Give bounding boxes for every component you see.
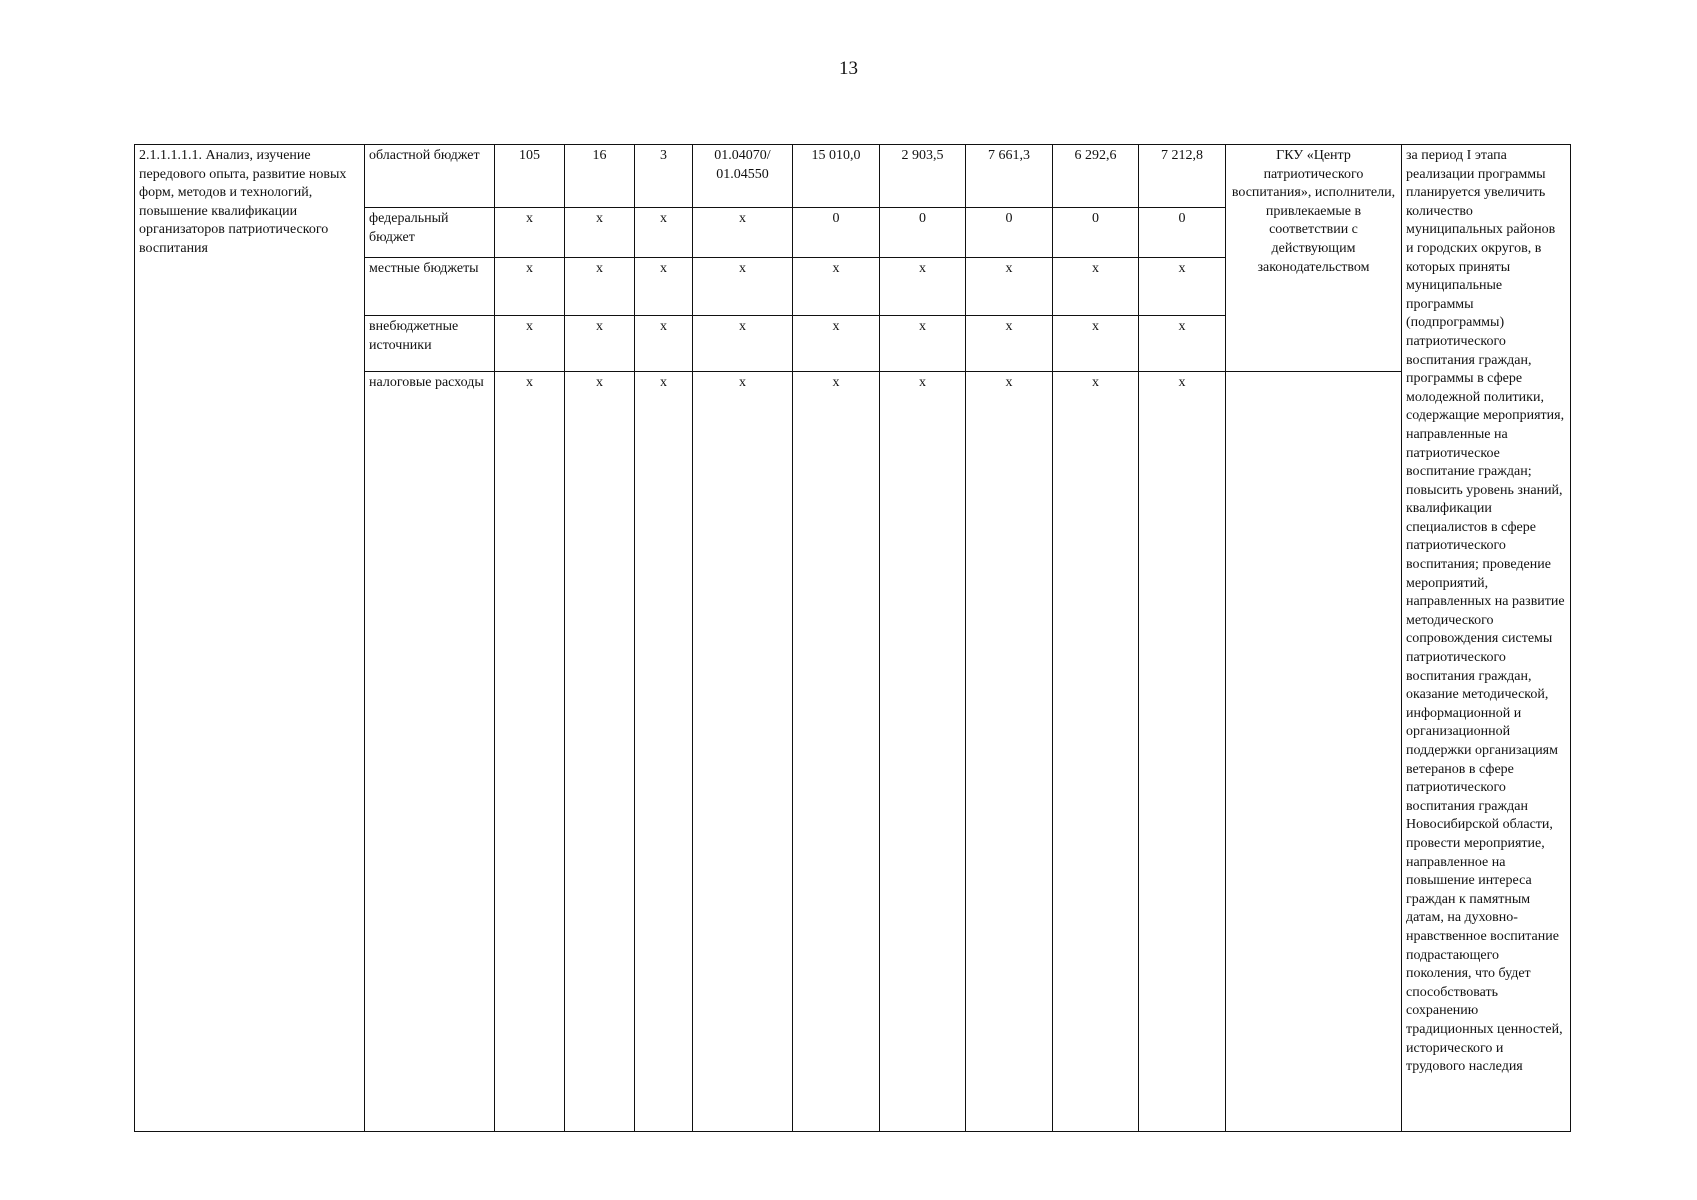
amount-cell: 0 [880, 208, 966, 258]
amount-cell: x [1139, 316, 1226, 372]
amount-cell: x [880, 372, 966, 1132]
table-cell: 16 [565, 145, 635, 208]
budget-code-cell: x [693, 208, 793, 258]
amount-cell: x [966, 316, 1053, 372]
amount-cell: x [880, 258, 966, 316]
table-cell: 105 [495, 145, 565, 208]
amount-cell: x [793, 258, 880, 316]
amount-cell: x [966, 258, 1053, 316]
funding-source-cell: областной бюджет [365, 145, 495, 208]
table-cell: x [635, 316, 693, 372]
budget-code-cell: 01.04070/ 01.04550 [693, 145, 793, 208]
amount-cell: x [966, 372, 1053, 1132]
budget-code-cell: x [693, 372, 793, 1132]
table-cell: x [565, 208, 635, 258]
amount-cell: 0 [1053, 208, 1139, 258]
table-cell: 3 [635, 145, 693, 208]
table-cell: x [565, 316, 635, 372]
amount-cell: 0 [793, 208, 880, 258]
table-cell: x [495, 258, 565, 316]
amount-cell: x [1139, 258, 1226, 316]
amount-cell: 0 [966, 208, 1053, 258]
amount-cell: x [1139, 372, 1226, 1132]
budget-code-cell: x [693, 258, 793, 316]
expected-result-cell: за период I этапа реализации программы планируется увеличить количество муниципальных районов и городских округов, в которых приняты муниципальные программы (подпрограммы) патриотического воспитания граждан, программы в сфере молодежной политики, содержащие мероприятия, направленные на патриотическое воспитание граждан; повысить уровень знаний, квалификации специалистов в сфере патриотического воспитания; проведение мероприятий, направленных на развитие методического сопровождения системы патриотического воспитания граждан, оказание методической, информационной и организационной поддержки организациям ветеранов в сфере патриотического воспитания граждан Новосибирской области, провести мероприятие, направленное на повышение интереса граждан к памятным датам, на духовно-нравственное воспитание подрастающего поколения, что будет способствовать сохранению традиционных ценностей, исторического и трудового наследия [1402, 145, 1571, 1132]
table-cell: x [635, 372, 693, 1132]
funding-source-cell: местные бюджеты [365, 258, 495, 316]
funding-source-cell: налоговые расходы [365, 372, 495, 1132]
amount-cell: x [793, 316, 880, 372]
table-cell: x [495, 372, 565, 1132]
program-table [134, 144, 1571, 1132]
table-cell: x [635, 208, 693, 258]
funding-source-cell: федеральный бюджет [365, 208, 495, 258]
table-row [135, 145, 1571, 208]
budget-code-cell: x [693, 316, 793, 372]
table-cell: x [495, 316, 565, 372]
amount-cell: 0 [1139, 208, 1226, 258]
amount-cell: x [1053, 372, 1139, 1132]
amount-cell: 15 010,0 [793, 145, 880, 208]
amount-cell: x [793, 372, 880, 1132]
table-cell: x [635, 258, 693, 316]
table-cell: x [565, 372, 635, 1132]
amount-cell: x [1053, 258, 1139, 316]
funding-source-cell: внебюджетные источники [365, 316, 495, 372]
amount-cell: x [1053, 316, 1139, 372]
executor-cell: ГКУ «Центр патриотического воспитания», исполнители, привлекаемые в соответствии с действующим законодательством [1226, 145, 1402, 372]
table-cell: x [495, 208, 565, 258]
amount-cell: 6 292,6 [1053, 145, 1139, 208]
amount-cell: 2 903,5 [880, 145, 966, 208]
event-name-cell: 2.1.1.1.1.1. Анализ, изучение передового опыта, развитие новых форм, методов и технологий, повышение квалификации организаторов патриотического воспитания [135, 145, 365, 1132]
table-cell [1226, 372, 1402, 1132]
table-cell: x [565, 258, 635, 316]
amount-cell: 7 661,3 [966, 145, 1053, 208]
amount-cell: 7 212,8 [1139, 145, 1226, 208]
page-number: 13 [839, 58, 858, 79]
table-body [135, 145, 1571, 1132]
amount-cell: x [880, 316, 966, 372]
